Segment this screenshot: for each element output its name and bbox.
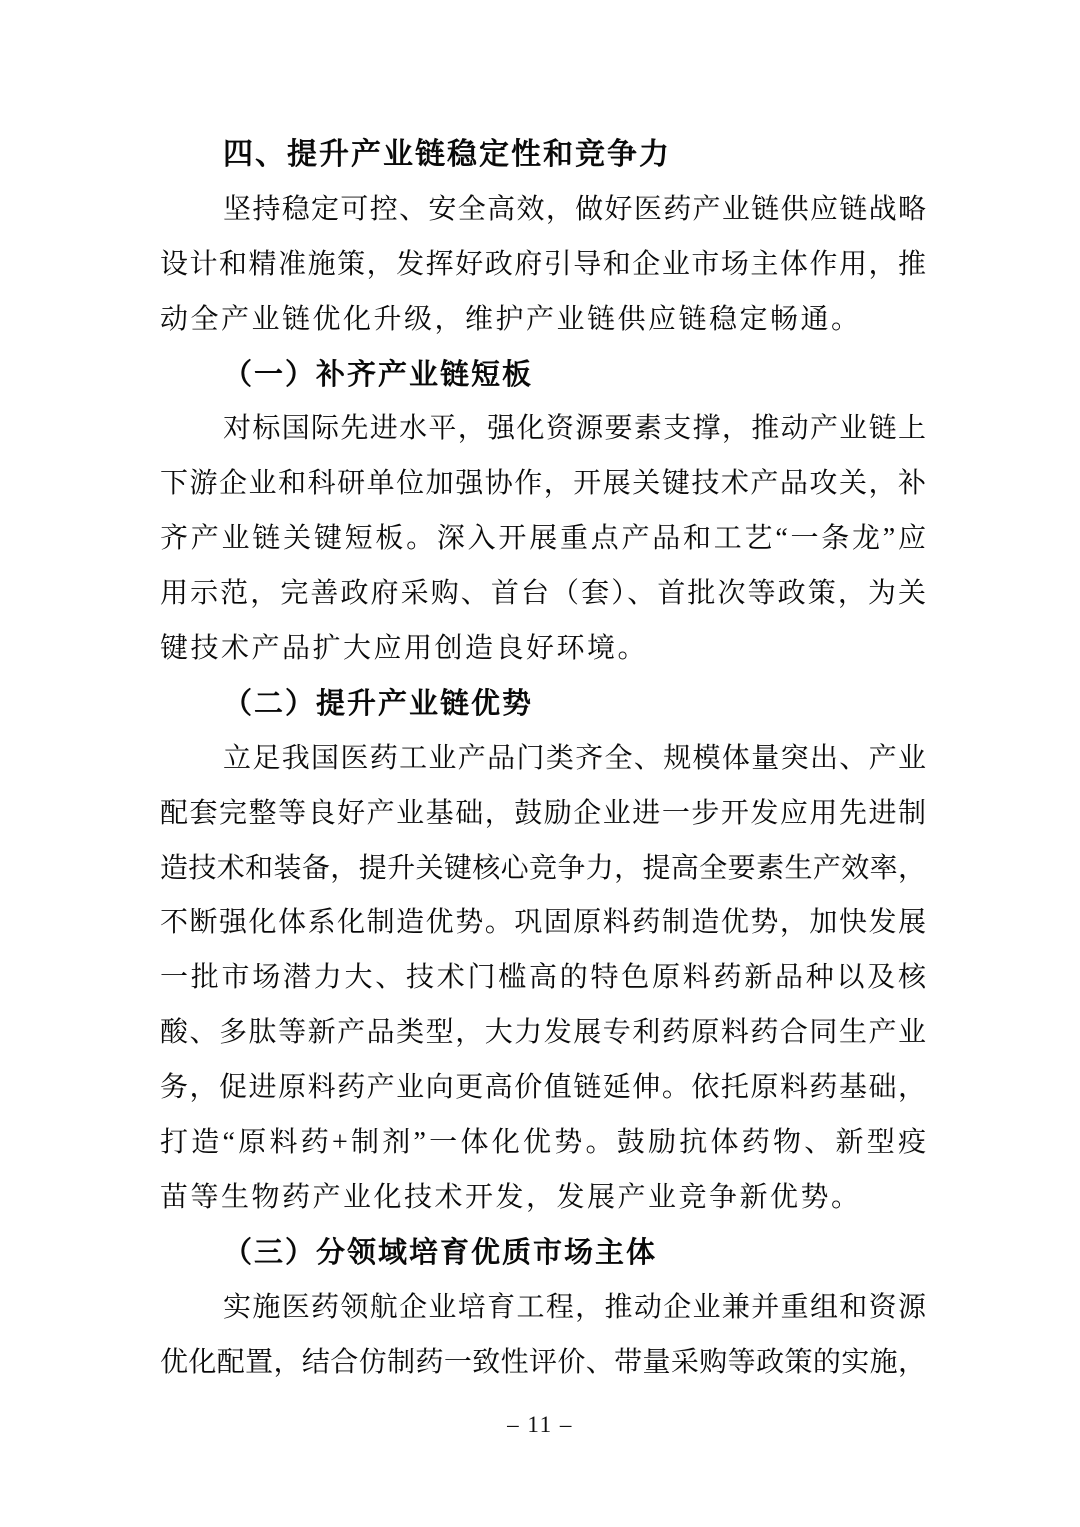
page-footer bbox=[0, 1412, 1080, 1438]
section-heading-1: （一）补齐产业链短板 bbox=[223, 358, 534, 391]
paragraph-line: 对标国际先进水平，强化资源要素支撑，推动产业链上 bbox=[223, 413, 926, 445]
section-heading-2: （二）提升产业链优势 bbox=[223, 687, 534, 720]
paragraph-line: 打造“原料药+制剂”一体化优势。鼓励抗体药物、新型疫 bbox=[160, 1127, 926, 1159]
section-heading-3: （三）分领域培育优质市场主体 bbox=[223, 1236, 658, 1269]
page-number: – 11 – bbox=[507, 1412, 573, 1437]
paragraph-line: 用示范，完善政府采购、首台（套）、首批次等政策，为关 bbox=[160, 578, 926, 610]
paragraph-line: 齐产业链关键短板。深入开展重点产品和工艺“一条龙”应 bbox=[160, 523, 926, 555]
paragraph-line: 立足我国医药工业产品门类齐全、规模体量突出、产业 bbox=[223, 742, 926, 774]
paragraph-line: 键技术产品扩大应用创造良好环境。 bbox=[160, 633, 649, 665]
paragraph-line: 下游企业和科研单位加强协作，开展关键技术产品攻关，补 bbox=[160, 468, 926, 500]
paragraph-line: 酸、多肽等新产品类型，大力发展专利药原料药合同生产业 bbox=[160, 1017, 926, 1049]
paragraph-line: 坚持稳定可控、安全高效，做好医药产业链供应链战略 bbox=[223, 193, 926, 225]
paragraph-line: 苗等生物药产业化技术开发，发展产业竞争新优势。 bbox=[160, 1181, 862, 1213]
paragraph-line: 实施医药领航企业培育工程，推动企业兼并重组和资源 bbox=[223, 1291, 926, 1323]
paragraph-line: 造技术和装备，提升关键核心竞争力，提高全要素生产效率， bbox=[160, 852, 926, 884]
paragraph-line: 动全产业链优化升级，维护产业链供应链稳定畅通。 bbox=[160, 303, 862, 335]
paragraph-line: 优化配置，结合仿制药一致性评价、带量采购等政策的实施， bbox=[160, 1346, 926, 1378]
paragraph-line: 务，促进原料药产业向更高价值链延伸。依托原料药基础， bbox=[160, 1072, 926, 1104]
paragraph-line: 不断强化体系化制造优势。巩固原料药制造优势，加快发展 bbox=[160, 907, 926, 939]
chapter-heading: 四、提升产业链稳定性和竞争力 bbox=[223, 138, 671, 171]
paragraph-line: 一批市场潜力大、技术门槛高的特色原料药新品种以及核 bbox=[160, 962, 926, 994]
paragraph-line: 设计和精准施策，发挥好政府引导和企业市场主体作用，推 bbox=[160, 248, 926, 280]
document-body bbox=[160, 128, 926, 1390]
paragraph-line: 配套完整等良好产业基础，鼓励企业进一步开发应用先进制 bbox=[160, 797, 926, 829]
